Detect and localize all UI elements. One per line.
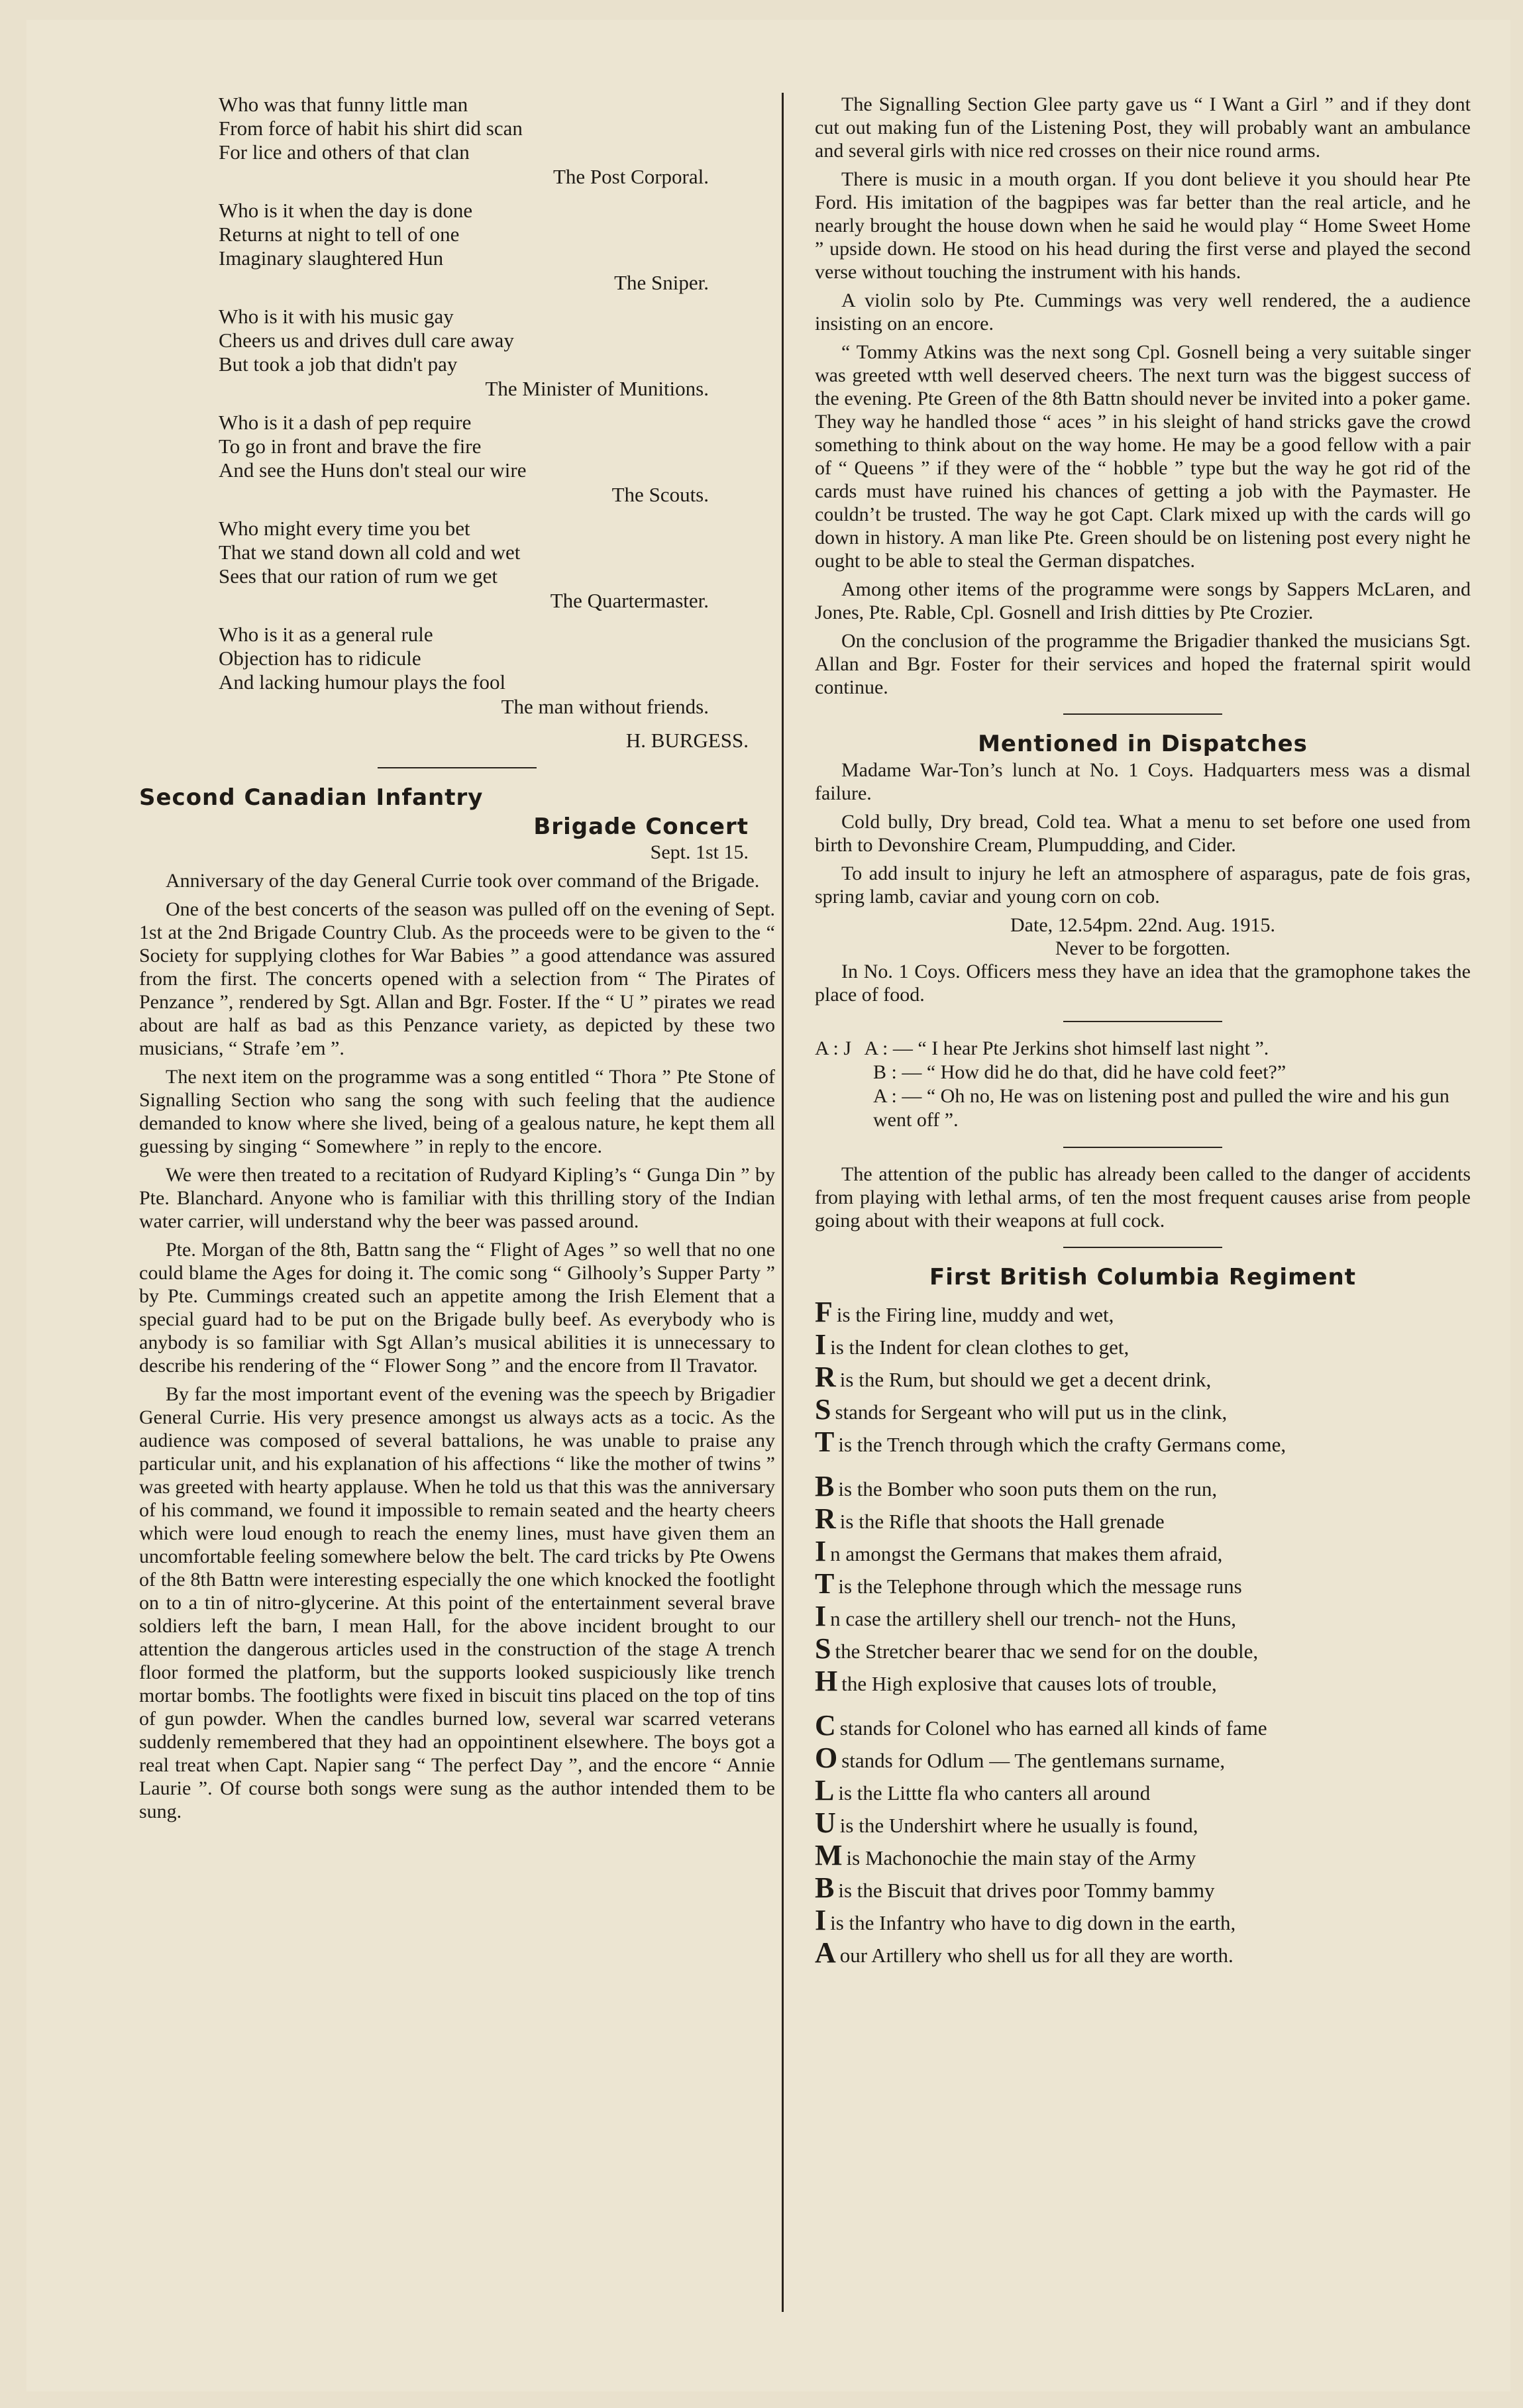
concert-paragraph: “ Tommy Atkins was the next song Cpl. Gosnell being a very suitable singer was greeted wtth well deserved cheers. The next turn was the biggest success of the evening. Pte Green of the 8th Battn should never be invited into a poker game. They way he handled those “ aces ” in his sleight of hand stricks gave the crowd something to think about on the way home. He may be a good fellow with a pair of “ Queens ” if they were of the “ hobble ” type but the way he got rid of the cards must have ruined his chances of getting a job with the Paymaster. He couldn’t be trusted. The way he got Capt. Clark mixed up with the cards will go down in history. A man like Pte. Green should be on listening post every night he ought to be able to steal the German dispatches. xyxy=(815,341,1471,572)
concert-paragraph: Anniversary of the day General Currie took over command of the Brigade. xyxy=(166,870,760,892)
concert-paragraph: The Signalling Section Glee party gave us “ I Want a Girl ” and if they dont cut out making fun of the Listening Post, they will probably want an ambulance and several girls with nice red crosses on their nice round arms. xyxy=(815,93,1471,162)
acrostic-initial: U xyxy=(815,1806,836,1839)
dialog-speaker: A : xyxy=(873,1085,897,1107)
poem-line: Who is it a dash of pep require xyxy=(219,411,472,434)
acrostic-text: the High explosive that causes lots of trouble, xyxy=(841,1672,1217,1695)
poem-stanza xyxy=(139,93,775,189)
dispatches-article xyxy=(815,729,1471,1006)
acrostic-line xyxy=(815,1569,1471,1601)
dialog xyxy=(815,1037,1471,1132)
poem-stanza xyxy=(139,199,775,295)
dialog-line xyxy=(815,1084,1471,1132)
poem-line: Who was that funny little man xyxy=(219,93,468,116)
acrostic-initial: O xyxy=(815,1742,838,1774)
poem-line: Who might every time you bet xyxy=(219,517,470,540)
newspaper-page xyxy=(26,20,1510,2391)
poem-answer: The Sniper. xyxy=(614,271,709,294)
acrostic-text: is the Trench through which the crafty Germans come, xyxy=(838,1433,1287,1456)
acrostic-text: is the Firing line, muddy and wet, xyxy=(836,1303,1114,1326)
acrostic-line xyxy=(815,1873,1471,1905)
divider xyxy=(1063,1021,1222,1022)
divider xyxy=(378,767,537,768)
acrostic-text: n case the artillery shell our trench- not the Huns, xyxy=(830,1607,1237,1630)
acrostic-text: stands for Sergeant who will put us in the clink, xyxy=(835,1400,1228,1424)
acrostic-line xyxy=(815,1536,1471,1569)
acrostic-text: stands for Odlum — The gentlemans surname, xyxy=(841,1749,1226,1772)
concert-paragraph: The next item on the programme was a song entitled “ Thora ” Pte Stone of Signalling Section who sang the song with such feeling that the audience demanded to know where she lived, being of a gealous nature, he kept them all guessing by singing “ Somewhere ” in reply to the encore. xyxy=(139,1066,775,1157)
acrostic-initial: F xyxy=(815,1296,833,1328)
acrostic-initial: I xyxy=(815,1600,827,1632)
acrostic-line xyxy=(815,1330,1471,1362)
acrostic-initial: R xyxy=(815,1361,836,1393)
concert-paragraph: On the conclusion of the programme the Brigadier thanked the musicians Sgt. Allan and Bgr. Foster for their services and hoped the fraternal spirit would continue. xyxy=(815,630,1471,698)
acrostic-text: is the Littte fla who canters all around xyxy=(838,1781,1151,1805)
acrostic-line xyxy=(815,1634,1471,1666)
acrostic-line xyxy=(815,1808,1471,1840)
acrostic-text: is Machonochie the main stay of the Army xyxy=(846,1846,1196,1869)
concert-date: Sept. 1st 15. xyxy=(650,841,749,863)
acrostic-line xyxy=(815,1297,1471,1330)
dispatches-paragraph: In No. 1 Coys. Officers mess they have an idea that the gramophone takes the place of food. xyxy=(815,961,1471,1006)
poem-stanza xyxy=(139,517,775,613)
acrostic-line xyxy=(815,1471,1471,1504)
acrostic-line xyxy=(815,1710,1471,1743)
divider xyxy=(1063,1147,1222,1148)
poem-author: H. BURGESS. xyxy=(625,729,749,752)
dispatches-paragraph: Cold bully, Dry bread, Cold tea. What a menu to set before one used from birth to Devonshire Cream, Plumpudding, and Cider. xyxy=(815,811,1471,856)
poem-answer: The Minister of Munitions. xyxy=(485,377,709,400)
poem-line: Imaginary slaughtered Hun xyxy=(219,246,444,270)
right-column xyxy=(815,93,1471,1982)
acrostic-text: is the Rum, but should we get a decent drink, xyxy=(839,1368,1212,1391)
dialog-text: — “ Oh no, He was on listening post and pulled the wire and his gun went off ”. xyxy=(873,1085,1449,1131)
poem-line: And see the Huns don't steal our wire xyxy=(219,458,527,482)
acrostic-group xyxy=(815,1471,1471,1699)
poem-line: To go in front and brave the fire xyxy=(219,435,482,458)
poem-line: From force of habit his shirt did scan xyxy=(219,117,523,140)
dialog-speaker: A : xyxy=(864,1037,888,1059)
acrostic-initial: C xyxy=(815,1709,836,1742)
acrostic-initial: L xyxy=(815,1774,835,1806)
acrostic-initial: T xyxy=(815,1426,835,1458)
dialog-line xyxy=(815,1061,1471,1084)
acrostic-text: the Stretcher bearer thac we send for on the double, xyxy=(835,1640,1259,1663)
acrostic-line xyxy=(815,1504,1471,1536)
acrostic-line xyxy=(815,1775,1471,1808)
divider xyxy=(1063,1247,1222,1248)
poem-answer: The Quartermaster. xyxy=(550,589,709,612)
concert-paragraph: One of the best concerts of the season was pulled off on the evening of Sept. 1st at the 2nd Brigade Country Club. As the proceeds were to be given to the “ Society for supplying clothes for War Babies ” a good attendance was assured from the first. The concerts opened with a selection from “ The Pirates of Penzance ”, rendered by Sgt. Allan and Bgr. Foster. If the “ U ” pirates we read about are half as bad as this Penzance variety, as depicted by these two musicians, “ Strafe ’em ”. xyxy=(139,898,775,1059)
concert-paragraph: By far the most important event of the evening was the speech by Brigadier General Currie. His very presence amongst us always acts as a tocic. As the audience was composed of several battalions, he was unable to praise any particular unit, and his explanation of his affections “ like the mother of twins ” was greeted with hearty applause. When he told us that this was the anniversary of his command, we found it impossible to remain seated and the hearty cheers which were loud enough to reach the enemy lines, must have given them an uncomfortable feeling somewhere below the belt. The card tricks by Pte Owens of the 8th Battn were interesting especially the one which knocked the footlight on to a tin of nitro-glycerine. At this point of the entertainment several brave soldiers left the barn, I mean Hall, for the above incident brought to our attention the dangerous articles used in the construction of the stage A trench floor formed the platform, but the supports looked suspiciously like trench mortar bombs. The footlights were fixed in biscuit tins placed on the top of tins of gun powder. When the candles burned low, several war scarred veterans suddenly remembered that they had an oppointinent elsewhere. The boys got a real treat when Capt. Napier sang “ The perfect Day ”, and the encore “ Annie Laurie ”. Of course both songs were sung as the author intended them to be sung. xyxy=(139,1383,775,1822)
left-column xyxy=(139,93,775,1828)
acrostic-initial: M xyxy=(815,1839,843,1871)
acrostic-initial: B xyxy=(815,1871,835,1904)
concert-title-line1: Second Canadian Infantry xyxy=(139,784,484,811)
column-divider xyxy=(782,93,784,2312)
dialog-line xyxy=(815,1037,1471,1061)
dispatches-paragraph: To add insult to injury he left an atmosphere of asparagus, pate de fois gras, spring lamb, caviar and young corn on cob. xyxy=(815,863,1471,908)
poem-answer: The Post Corporal. xyxy=(552,165,709,188)
concert-article xyxy=(139,783,775,1823)
poem-line: And lacking humour plays the fool xyxy=(219,670,506,694)
acrostic-initial: S xyxy=(815,1632,831,1665)
poem xyxy=(139,93,775,753)
acrostic-initial: A xyxy=(815,1936,836,1969)
acrostic-initial: I xyxy=(815,1328,827,1361)
poem-line: That we stand down all cold and wet xyxy=(219,541,521,564)
concert-paragraph: We were then treated to a recitation of Rudyard Kipling’s “ Gunga Din ” by Pte. Blanchard. Anyone who is familiar with this thrilling story of the Indian water carrier, will understand why the beer was passed around. xyxy=(139,1164,775,1232)
acrostic-text: our Artillery who shell us for all they are worth. xyxy=(839,1944,1234,1967)
poem-line: Who is it when the day is done xyxy=(219,199,473,222)
acrostic-initial: I xyxy=(815,1535,827,1567)
acrostic-line xyxy=(815,1362,1471,1394)
notice-paragraph: The attention of the public has already been called to the danger of accidents from playing with lethal arms, of ten the most frequent causes arise from people going about with their weapons at full cock. xyxy=(815,1163,1471,1231)
poem-line: But took a job that didn't pay xyxy=(219,352,458,376)
concert-paragraph: There is music in a mouth organ. If you dont believe it you should hear Pte Ford. His imitation of the bagpipes was far better than the real article, and he nearly brought the house down when he said he would play “ Home Sweet Home ” upside down. He stood on his head during the first verse and played the second verse without touching the instrument with his hands. xyxy=(815,168,1471,283)
acrostic-text: is the Undershirt where he usually is found, xyxy=(839,1814,1198,1837)
concert-paragraph: Pte. Morgan of the 8th, Battn sang the “ Flight of Ages ” so well that no one could blame the Ages for doing it. The comic song “ Gilhooly’s Supper Party ” by Pte. Cummings created such an appetite among the Irish Element that a special guard had to be put on the Brigade bully beef. As everybody who is anybody is so familiar with Sgt Allan’s musical abilities it is unnecessary to describe his rendering of the “ Flower Song ” and the encore from Il Travator. xyxy=(139,1239,775,1377)
acrostic-group xyxy=(815,1710,1471,1970)
acrostic-text: stands for Colonel who has earned all kinds of fame xyxy=(839,1716,1267,1740)
poem-line: Cheers us and drives dull care away xyxy=(219,329,514,352)
acrostic-line xyxy=(815,1601,1471,1634)
acrostic-text: n amongst the Germans that makes them afraid, xyxy=(830,1542,1223,1565)
concert-continued xyxy=(815,93,1471,699)
poem-line: Who is it as a general rule xyxy=(219,623,433,646)
acrostic-text: is the Biscuit that drives poor Tommy bammy xyxy=(838,1879,1215,1902)
acrostic-group xyxy=(815,1297,1471,1459)
acrostic-initial: S xyxy=(815,1393,831,1426)
poem-answer: The Scouts. xyxy=(611,483,709,506)
dialog-speaker: B : xyxy=(873,1061,897,1083)
poem-line: Sees that our ration of rum we get xyxy=(219,564,498,588)
concert-paragraph: A violin solo by Pte. Cummings was very well rendered, the a audience insisting on an encore. xyxy=(815,289,1471,335)
poem-line: Returns at night to tell of one xyxy=(219,223,460,246)
dispatches-title: Mentioned in Dispatches xyxy=(978,731,1308,757)
poem-line: For lice and others of that clan xyxy=(219,140,470,164)
divider xyxy=(1063,713,1222,715)
acrostic-initial: B xyxy=(815,1470,835,1502)
poem-answer: The man without friends. xyxy=(501,695,709,718)
dialog-text: — “ How did he do that, did he have cold feet?” xyxy=(902,1061,1287,1083)
acrostic-initial: T xyxy=(815,1567,835,1600)
acrostic-line xyxy=(815,1905,1471,1938)
acrostic-initial: R xyxy=(815,1502,836,1535)
acrostic-line xyxy=(815,1938,1471,1970)
acrostic-text: is the Telephone through which the message runs xyxy=(838,1575,1242,1598)
acrostic-initial: H xyxy=(815,1665,838,1697)
dialog-text: — “ I hear Pte Jerkins shot himself last night ”. xyxy=(892,1037,1269,1059)
acrostic-line xyxy=(815,1666,1471,1699)
acrostic-line xyxy=(815,1427,1471,1459)
poem-line: Objection has to ridicule xyxy=(219,647,421,670)
poem-stanza xyxy=(139,305,775,401)
poem-stanza xyxy=(139,623,775,719)
acrostic-text: is the Indent for clean clothes to get, xyxy=(830,1335,1129,1359)
concert-paragraph: Among other items of the programme were songs by Sappers McLaren, and Jones, Pte. Rable, Cpl. Gosnell and Irish ditties by Pte Crozier. xyxy=(815,578,1471,623)
acrostic-line xyxy=(815,1394,1471,1427)
dialog-prefix: A : J xyxy=(815,1037,852,1059)
regiment-acrostic xyxy=(815,1263,1471,1970)
dispatches-paragraph: Madame War-Ton’s lunch at No. 1 Coys. Hadquarters mess was a dismal failure. xyxy=(815,759,1471,804)
regiment-title: First British Columbia Regiment xyxy=(929,1264,1357,1290)
poem-stanza xyxy=(139,411,775,507)
acrostic-line xyxy=(815,1840,1471,1873)
acrostic-text: is the Bomber who soon puts them on the run, xyxy=(838,1477,1218,1500)
dispatches-date: Date, 12.54pm. 22nd. Aug. 1915. xyxy=(1010,914,1275,936)
dispatches-never: Never to be forgotten. xyxy=(1055,937,1231,959)
acrostic-line xyxy=(815,1743,1471,1775)
concert-title-line2: Brigade Concert xyxy=(533,813,749,840)
acrostic-text: is the Rifle that shoots the Hall grenade xyxy=(839,1510,1165,1533)
poem-line: Who is it with his music gay xyxy=(219,305,454,328)
acrostic-initial: I xyxy=(815,1904,827,1936)
acrostic-text: is the Infantry who have to dig down in the earth, xyxy=(830,1911,1236,1934)
